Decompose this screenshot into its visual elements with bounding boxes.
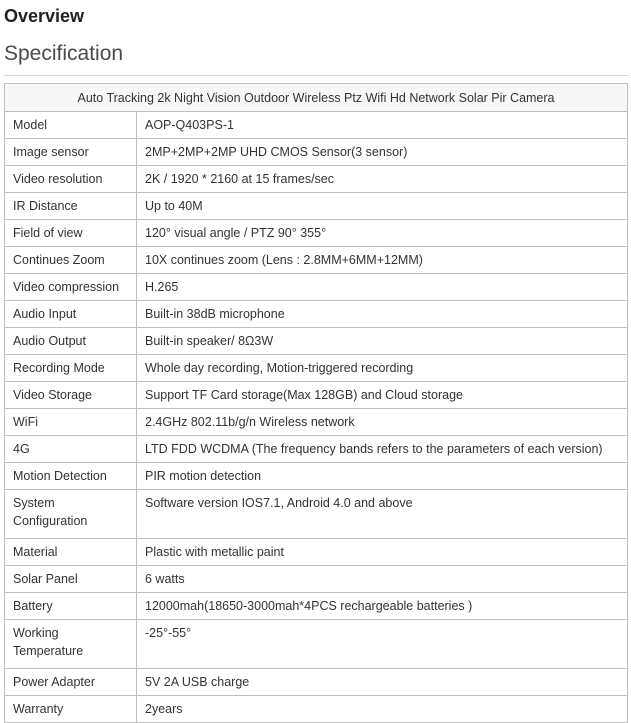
table-row (5, 696, 628, 723)
table-row (5, 247, 628, 274)
row-label: Power Adapter (5, 669, 137, 696)
row-label: Warranty (5, 696, 137, 723)
row-label: Audio Output (5, 328, 137, 355)
table-row (5, 301, 628, 328)
row-label: IR Distance (5, 193, 137, 220)
row-label: Audio Input (5, 301, 137, 328)
table-row (5, 193, 628, 220)
row-value: 2K / 1920 * 2160 at 15 frames/sec (137, 166, 628, 193)
row-value: 6 watts (137, 566, 628, 593)
table-row (5, 539, 628, 566)
row-value: Plastic with metallic paint (137, 539, 628, 566)
row-value: 5V 2A USB charge (137, 669, 628, 696)
row-value: 2years (137, 696, 628, 723)
row-label: Continues Zoom (5, 247, 137, 274)
table-row (5, 566, 628, 593)
specification-table (4, 83, 628, 723)
table-row (5, 274, 628, 301)
row-label: Model (5, 112, 137, 139)
table-row (5, 328, 628, 355)
row-label: Image sensor (5, 139, 137, 166)
row-label: Working Temperature (5, 620, 137, 669)
table-header-cell: Auto Tracking 2k Night Vision Outdoor Wireless Ptz Wifi Hd Network Solar Pir Camera (5, 84, 628, 112)
row-value: 10X continues zoom (Lens : 2.8MM+6MM+12MM) (137, 247, 628, 274)
row-value: AOP-Q403PS-1 (137, 112, 628, 139)
table-row (5, 490, 628, 539)
table-row (5, 593, 628, 620)
row-label: Field of view (5, 220, 137, 247)
row-label: Video Storage (5, 382, 137, 409)
specification-heading: Specification (4, 42, 124, 65)
table-row (5, 409, 628, 436)
row-label: Video compression (5, 274, 137, 301)
row-label: Material (5, 539, 137, 566)
table-row (5, 382, 628, 409)
table-row (5, 669, 628, 696)
row-label: WiFi (5, 409, 137, 436)
row-value: Whole day recording, Motion-triggered recording (137, 355, 628, 382)
overview-heading: Overview (4, 6, 85, 26)
row-label: Motion Detection (5, 463, 137, 490)
table-row (5, 620, 628, 669)
row-value: H.265 (137, 274, 628, 301)
table-row (5, 139, 628, 166)
table-row (5, 463, 628, 490)
table-row (5, 220, 628, 247)
row-label: System Configuration (5, 490, 137, 539)
table-row (5, 355, 628, 382)
row-label: Recording Mode (5, 355, 137, 382)
row-value: 2MP+2MP+2MP UHD CMOS Sensor(3 sensor) (137, 139, 628, 166)
row-value: 2.4GHz 802.11b/g/n Wireless network (137, 409, 628, 436)
row-value: Software version IOS7.1, Android 4.0 and above (137, 490, 628, 539)
table-row (5, 112, 628, 139)
table-row (5, 436, 628, 463)
row-label: Video resolution (5, 166, 137, 193)
row-value: -25°-55° (137, 620, 628, 669)
table-header-row (5, 84, 628, 112)
row-value: Built-in speaker/ 8Ω3W (137, 328, 628, 355)
row-value: 12000mah(18650-3000mah*4PCS rechargeable batteries ) (137, 593, 628, 620)
row-label: Solar Panel (5, 566, 137, 593)
row-value: Support TF Card storage(Max 128GB) and Cloud storage (137, 382, 628, 409)
row-label: 4G (5, 436, 137, 463)
row-value: Up to 40M (137, 193, 628, 220)
row-label: Battery (5, 593, 137, 620)
row-value: PIR motion detection (137, 463, 628, 490)
table-row (5, 166, 628, 193)
row-value: LTD FDD WCDMA (The frequency bands refers to the parameters of each version) (137, 436, 628, 463)
row-value: 120° visual angle / PTZ 90° 355° (137, 220, 628, 247)
heading-divider (4, 75, 629, 76)
row-value: Built-in 38dB microphone (137, 301, 628, 328)
